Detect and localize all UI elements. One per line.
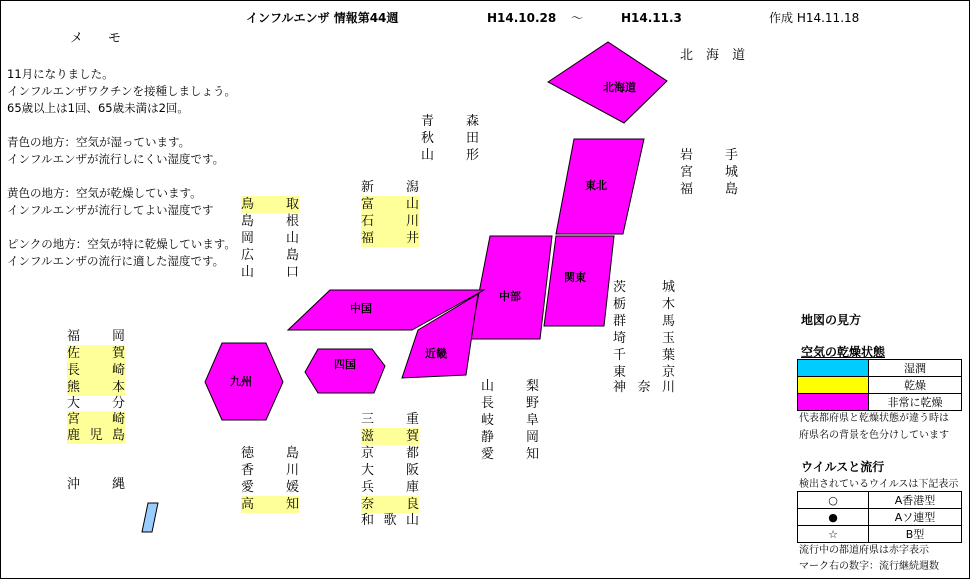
memo-line: インフルエンザが流行してよい湿度です [7, 203, 214, 217]
pref-shimane: 島根 [241, 214, 299, 229]
pref-fukui: 福井 [361, 231, 419, 246]
pref-saitama: 埼玉 [613, 331, 675, 346]
memo-line: 黄色の地方：空気が乾燥しています。 [7, 186, 202, 200]
date-to: H14.11.3 [621, 11, 682, 25]
pref-nagasaki: 長崎 [67, 363, 125, 378]
pref-aomori: 青森 [421, 114, 479, 129]
pref-chiba: 千葉 [613, 348, 675, 363]
pref-hyogo: 兵庫 [361, 480, 419, 495]
very-dry-swatch [798, 394, 869, 411]
pref-akita: 秋田 [421, 131, 479, 146]
region-label-hokkaido: 北海道 [603, 81, 636, 94]
pref-toyama: 富山 [361, 197, 419, 212]
dryness-legend-table [797, 359, 962, 411]
date-tilde: ～ [571, 11, 584, 25]
virus-legend-table [797, 491, 962, 543]
pref-kyoto: 京都 [361, 446, 419, 461]
pref-okayama: 岡山 [241, 231, 299, 246]
legend-foot-1: 流行中の都道府県は赤字表示 [799, 545, 929, 556]
map-guide-title: 地図の見方 [801, 313, 862, 327]
pref-ibaraki: 茨城 [613, 280, 675, 295]
memo-line: 青色の地方：空気が湿っています。 [7, 135, 191, 149]
pref-aichi: 愛知 [481, 447, 539, 462]
humid-label: 湿潤 [869, 360, 962, 377]
pref-tokyo: 東京 [613, 365, 675, 380]
pref-fukuoka: 福岡 [67, 329, 125, 344]
pref-nagano: 長野 [481, 396, 539, 411]
star-icon: ☆ [798, 526, 869, 543]
region-label-kinki: 近畿 [425, 347, 447, 360]
dryness-title: 空気の乾燥状態 [801, 345, 886, 359]
pref-tochigi: 栃木 [613, 297, 675, 312]
pref-yamagata: 山形 [421, 148, 479, 163]
pref-gifu: 岐阜 [481, 413, 539, 428]
region-label-kanto: 関東 [564, 271, 586, 284]
region-chubu [470, 236, 552, 339]
memo-line: インフルエンザワクチンを接種しましょう。 [7, 84, 236, 98]
virus-subtitle: 検出されているウイルスは下記表示 [799, 479, 959, 490]
pref-ishikawa: 石川 [361, 214, 419, 229]
pref-oita: 大分 [67, 396, 125, 411]
pref-yamanashi: 山梨 [481, 379, 539, 394]
legend-note-2: 府県名の背景を色分けしています [799, 430, 949, 441]
pref-nara: 奈良 [361, 497, 419, 512]
dry-swatch [798, 377, 869, 394]
very-dry-label: 非常に乾燥 [869, 394, 962, 411]
pref-gunma: 群馬 [613, 314, 675, 329]
pref-fukushima: 福島 [680, 182, 738, 197]
virus-a-hongkong: A香港型 [869, 492, 962, 509]
memo-line: 65歳以上は1回、65歳未満は2回。 [7, 101, 189, 115]
pref-kanagawa: 神奈川 [613, 380, 675, 395]
pref-okinawa: 沖縄 [67, 477, 125, 492]
memo-line: 11月になりました。 [7, 67, 114, 81]
memo-line: インフルエンザが流行しにくい湿度です。 [7, 152, 225, 166]
legend-note-1: 代表都府県と乾燥状態が違う時は [799, 413, 949, 424]
pref-mie: 三重 [361, 412, 419, 427]
pref-wakayama: 和歌山 [361, 513, 419, 528]
memo-line: ピンクの地方：空気が特に乾燥しています。 [7, 237, 236, 251]
report-title: インフルエンザ 情報第44週 [246, 11, 399, 25]
pref-osaka: 大阪 [361, 463, 419, 478]
circle-filled-icon: ● [798, 509, 869, 526]
pref-tokushima: 徳島 [241, 446, 299, 461]
pref-niigata: 新潟 [361, 180, 419, 195]
created-date: 作成 H14.11.18 [769, 11, 860, 25]
pref-iwate: 岩手 [680, 148, 738, 163]
pref-saga: 佐賀 [67, 346, 125, 361]
humid-swatch [798, 360, 869, 377]
region-label-kyushu: 九州 [230, 375, 252, 388]
region-label-tohoku: 東北 [585, 179, 607, 192]
pref-ehime: 愛媛 [241, 480, 299, 495]
virus-b: B型 [869, 526, 962, 543]
pref-shiga: 滋賀 [361, 429, 419, 444]
pref-miyagi: 宮城 [680, 165, 738, 180]
pref-kagawa: 香川 [241, 463, 299, 478]
virus-title: ウイルスと流行 [801, 460, 885, 474]
pref-kagoshima: 鹿児島 [67, 428, 125, 443]
pref-kumamoto: 熊本 [67, 380, 125, 395]
region-label-chubu: 中部 [499, 290, 521, 303]
virus-a-soviet: Aソ連型 [869, 509, 962, 526]
circle-open-icon: ○ [798, 492, 869, 509]
pref-hokkaido: 北 海 道 [680, 48, 746, 63]
memo-line: インフルエンザの流行に適した湿度です。 [7, 254, 225, 268]
pref-hiroshima: 広島 [241, 248, 299, 263]
pref-miyazaki: 宮崎 [67, 412, 125, 427]
region-okinawa [142, 503, 158, 532]
legend-foot-2: マーク右の数字：流行継続週数 [799, 561, 939, 572]
region-label-shikoku: 四国 [334, 358, 356, 371]
region-label-chugoku: 中国 [350, 302, 372, 315]
memo-heading: メ モ [70, 31, 128, 46]
pref-kochi: 高知 [241, 497, 299, 512]
pref-yamaguchi: 山口 [241, 265, 299, 280]
dry-label: 乾燥 [869, 377, 962, 394]
pref-shizuoka: 静岡 [481, 430, 539, 445]
date-from: H14.10.28 [487, 11, 557, 25]
pref-tottori: 鳥取 [241, 197, 299, 212]
